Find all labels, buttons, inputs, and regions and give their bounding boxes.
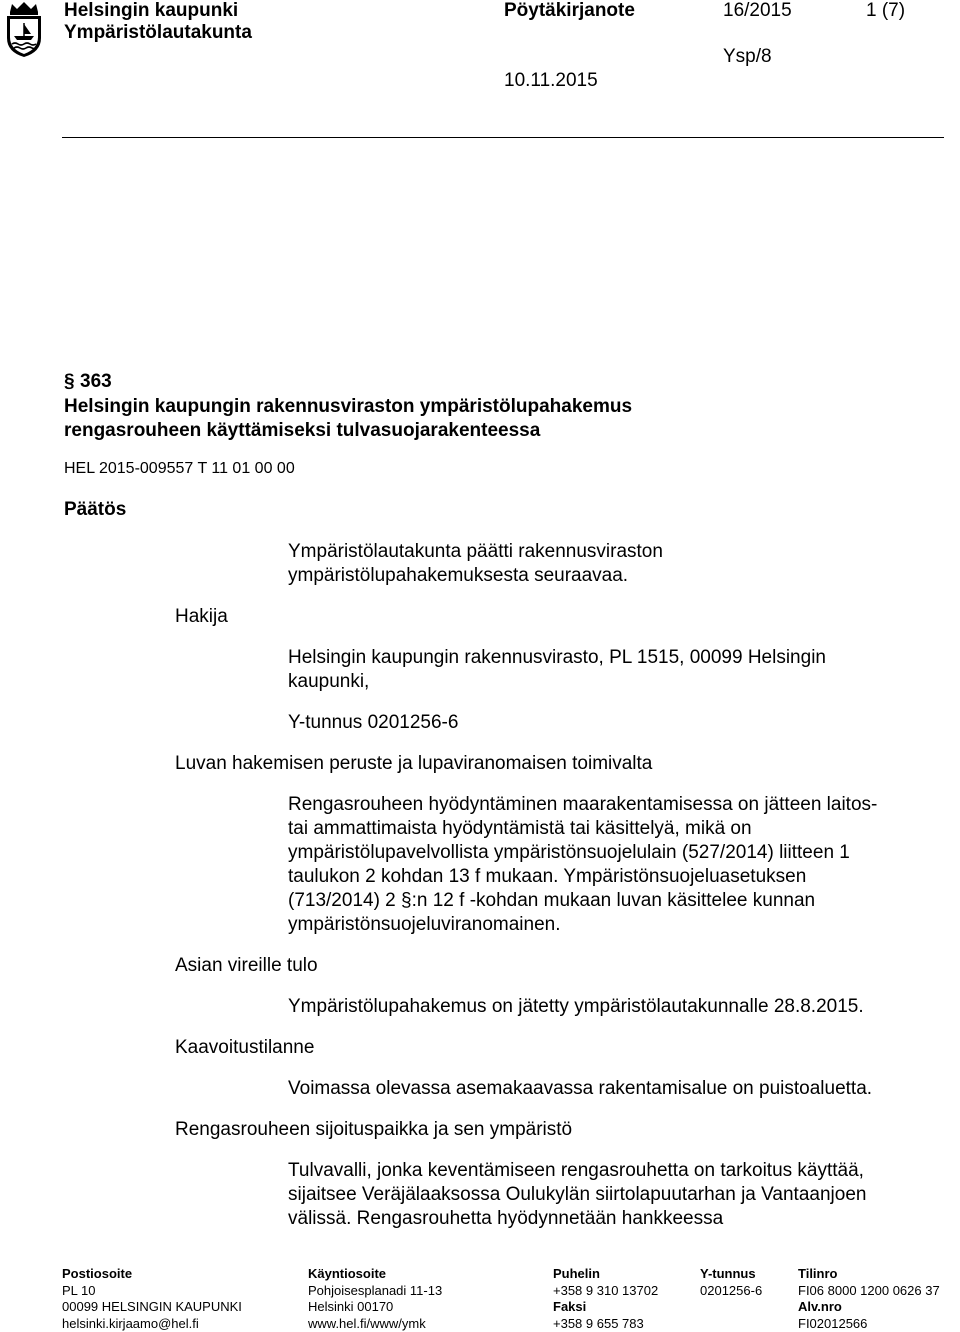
footer-fax-number: +358 9 655 783 <box>553 1315 644 1331</box>
record-id: HEL 2015-009557 T 11 01 00 00 <box>64 460 295 477</box>
header-rule <box>62 137 944 138</box>
footer-visit <box>308 1266 442 1332</box>
footer-account-title: Tilinro <box>798 1266 838 1281</box>
authority-line: ympäristönsuojeluviranomainen. <box>288 914 561 935</box>
zoning-text: Voimassa olevassa asemakaavassa rakentamisalue on puistoaluetta. <box>288 1078 873 1099</box>
filed-label: Asian vireille tulo <box>175 955 318 976</box>
section-title-line2: rengasrouheen käyttämiseksi tulvasuojarakenteessa <box>64 420 541 441</box>
footer-ytunnus-title: Y-tunnus <box>700 1266 756 1281</box>
authority-line: ympäristölupavelvollista ympäristönsuojelulain (527/2014) liitteen 1 <box>288 842 850 863</box>
header-org: Helsingin kaupunki <box>64 0 239 21</box>
footer-postal <box>62 1266 242 1332</box>
footer-visit-title: Käyntiosoite <box>308 1266 387 1281</box>
footer-vat-value: FI02012566 <box>798 1315 868 1331</box>
footer-visit-l2: Helsinki 00170 <box>308 1299 394 1314</box>
helsinki-coat-of-arms-icon <box>2 0 46 58</box>
footer-postal-email[interactable]: helsinki.kirjaamo@hel.fi <box>62 1315 199 1331</box>
location-line: sijaitsee Veräjälaaksossa Oulukylän siirtolapuutarhan ja Vantaanjoen <box>288 1184 867 1205</box>
section-title-line1: Helsingin kaupungin rakennusviraston ympäristölupahakemus <box>64 396 633 417</box>
footer-phone <box>553 1266 658 1332</box>
decision-intro-line1: Ympäristölautakunta päätti rakennusviraston <box>288 541 663 562</box>
header-page: 1 (7) <box>866 0 906 21</box>
footer-ytunnus-value: 0201256-6 <box>700 1282 763 1298</box>
footer-postal-l1: PL 10 <box>62 1282 96 1298</box>
header-committee: Ympäristölautakunta <box>64 22 252 43</box>
footer-visit-url[interactable]: www.hel.fi/www/ymk <box>308 1315 426 1331</box>
footer-account <box>798 1266 940 1332</box>
header-doc-type: Pöytäkirjanote <box>504 0 635 21</box>
authority-label: Luvan hakemisen peruste ja lupaviranomaisen toimivalta <box>175 753 653 774</box>
footer-fax-title: Faksi <box>553 1299 587 1314</box>
footer-ytunnus <box>700 1266 762 1299</box>
header-section-ref: Ysp/8 <box>723 46 772 67</box>
authority-line: (713/2014) 2 §:n 12 f -kohdan mukaan luvan käsittelee kunnan <box>288 890 816 911</box>
section-symbol: § <box>64 371 75 392</box>
footer-vat-title: Alv.nro <box>798 1299 842 1314</box>
authority-line: tai ammattimaista hyödyntämistä tai käsittelyä, mikä on <box>288 818 752 839</box>
applicant-business-id: Y-tunnus 0201256-6 <box>288 712 459 733</box>
footer-account-value: FI06 8000 1200 0626 37 <box>798 1282 940 1298</box>
authority-line: taulukon 2 kohdan 13 f mukaan. Ympäristönsuojeluasetuksen <box>288 866 807 887</box>
footer-postal-title: Postiosoite <box>62 1266 133 1281</box>
footer-visit-l1: Pohjoisesplanadi 11-13 <box>308 1282 443 1298</box>
applicant-line2: kaupunki, <box>288 671 370 692</box>
footer-phone-title: Puhelin <box>553 1266 600 1281</box>
authority-line: Rengasrouheen hyödyntäminen maarakentamisessa on jätteen laitos- <box>288 794 878 815</box>
applicant-label: Hakija <box>175 606 228 627</box>
footer-phone-number: +358 9 310 13702 <box>553 1282 659 1298</box>
zoning-label: Kaavoitustilanne <box>175 1037 315 1058</box>
location-label: Rengasrouheen sijoituspaikka ja sen ympäristö <box>175 1119 573 1140</box>
location-line: välissä. Rengasrouhetta hyödynnetään hankkeessa <box>288 1208 724 1229</box>
filed-text: Ympäristölupahakemus on jätetty ympäristölautakunnalle 28.8.2015. <box>288 996 864 1017</box>
footer-postal-l2: 00099 HELSINGIN KAUPUNKI <box>62 1299 242 1314</box>
location-line: Tulvavalli, jonka keventämiseen rengasrouhetta on tarkoitus käyttää, <box>288 1160 864 1181</box>
section-number: 363 <box>80 371 112 392</box>
header-number: 16/2015 <box>723 0 792 21</box>
applicant-line1: Helsingin kaupungin rakennusvirasto, PL 1515, 00099 Helsingin <box>288 647 826 668</box>
decision-intro-line2: ympäristölupahakemuksesta seuraavaa. <box>288 565 629 586</box>
decision-label: Päätös <box>64 499 127 520</box>
header-date: 10.11.2015 <box>504 70 598 91</box>
